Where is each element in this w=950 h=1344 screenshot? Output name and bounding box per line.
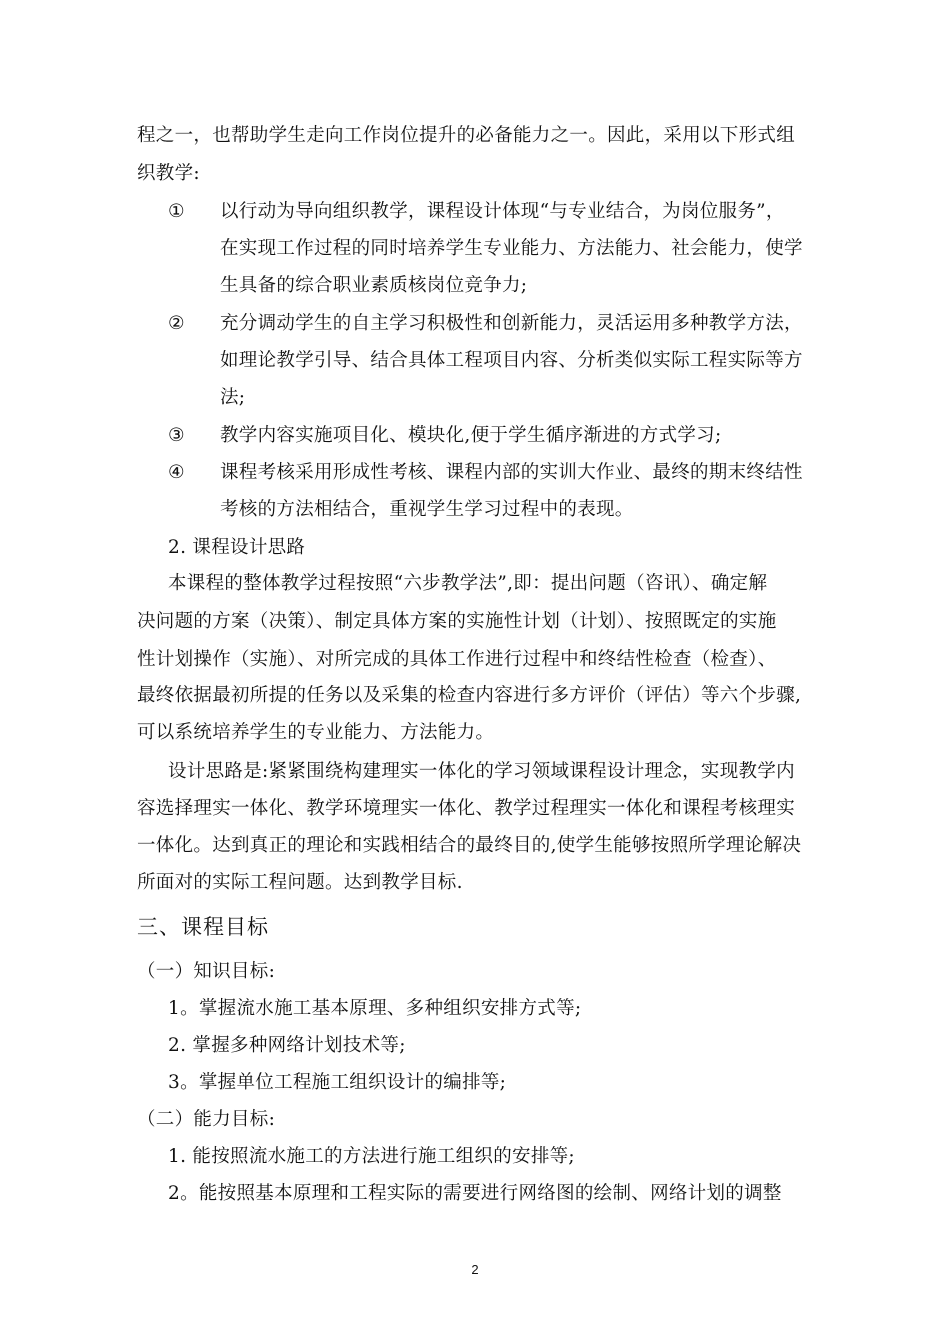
design-paragraph-1-line-3: 性计划操作（实施）、对所完成的具体工作进行过程中和终结性检查（检查）、 [137, 649, 777, 670]
list-marker-1: ① [168, 201, 185, 222]
list-item-2-line-2: 如理论教学引导、结合具体工程项目内容、分析类似实际工程实际等方 [220, 350, 803, 371]
intro-line-1: 程之一，也帮助学生走向工作岗位提升的必备能力之一。因此，采用以下形式组 [137, 125, 796, 146]
knowledge-goals-title: （一）知识目标: [137, 961, 276, 982]
design-paragraph-1-line-1: 本课程的整体教学过程按照“六步教学法”,即：提出问题（咨讯）、确定解 [168, 573, 768, 594]
list-item-4-line-2: 考核的方法相结合，重视学生学习过程中的表现。 [220, 499, 634, 520]
ability-goal-item-2: 2。能按照基本原理和工程实际的需要进行网络图的绘制、网络计划的调整 [168, 1183, 782, 1204]
design-subheading: 2. 课程设计思路 [168, 537, 306, 558]
design-paragraph-1-line-5: 可以系统培养学生的专业能力、方法能力。 [137, 722, 495, 743]
intro-line-2: 织教学: [137, 163, 200, 184]
list-item-1-line-2: 在实现工作过程的同时培养学生专业能力、方法能力、社会能力，使学 [220, 238, 803, 259]
design-paragraph-1-line-2: 决问题的方案（决策）、制定具体方案的实施性计划（计划）、按照既定的实施 [137, 611, 777, 632]
design-paragraph-2-line-1: 设计思路是:紧紧围绕构建理实一体化的学习领域课程设计理念，实现教学内 [168, 761, 795, 782]
design-paragraph-2-line-2: 容选择理实一体化、教学环境理实一体化、教学过程理实一体化和课程考核理实 [137, 798, 796, 819]
knowledge-goal-item-3: 3。掌握单位工程施工组织设计的编排等; [168, 1072, 507, 1093]
list-item-2-line-3: 法; [220, 387, 246, 408]
page-number: 2 [471, 1262, 479, 1277]
design-paragraph-1-line-4: 最终依据最初所提的任务以及采集的检查内容进行多方评价（评估）等六个步骤, [137, 685, 802, 706]
list-marker-4: ④ [168, 462, 185, 483]
list-marker-3: ③ [168, 425, 185, 446]
list-item-3-line-1: 教学内容实施项目化、模块化,便于学生循序渐进的方式学习; [220, 425, 722, 446]
list-item-1-line-1: 以行动为导向组织教学，课程设计体现“与专业结合，为岗位服务”， [220, 201, 785, 222]
design-paragraph-2-line-3: 一体化。达到真正的理论和实践相结合的最终目的,使学生能够按照所学理论解决 [137, 835, 802, 856]
ability-goal-item-1: 1. 能按照流水施工的方法进行施工组织的安排等; [168, 1146, 575, 1167]
list-item-1-line-3: 生具备的综合职业素质核岗位竞争力; [220, 275, 528, 296]
list-marker-2: ② [168, 313, 185, 334]
design-paragraph-2-line-4: 所面对的实际工程问题。达到教学目标. [137, 872, 463, 893]
knowledge-goal-item-1: 1。掌握流水施工基本原理、多种组织安排方式等; [168, 998, 582, 1019]
section-heading-course-goals: 三、课程目标 [137, 915, 269, 939]
list-item-2-line-1: 充分调动学生的自主学习积极性和创新能力，灵活运用多种教学方法， [220, 313, 803, 334]
ability-goals-title: （二）能力目标: [137, 1109, 276, 1130]
list-item-4-line-1: 课程考核采用形成性考核、课程内部的实训大作业、最终的期末终结性 [220, 462, 803, 483]
knowledge-goal-item-2: 2. 掌握多种网络计划技术等; [168, 1035, 406, 1056]
